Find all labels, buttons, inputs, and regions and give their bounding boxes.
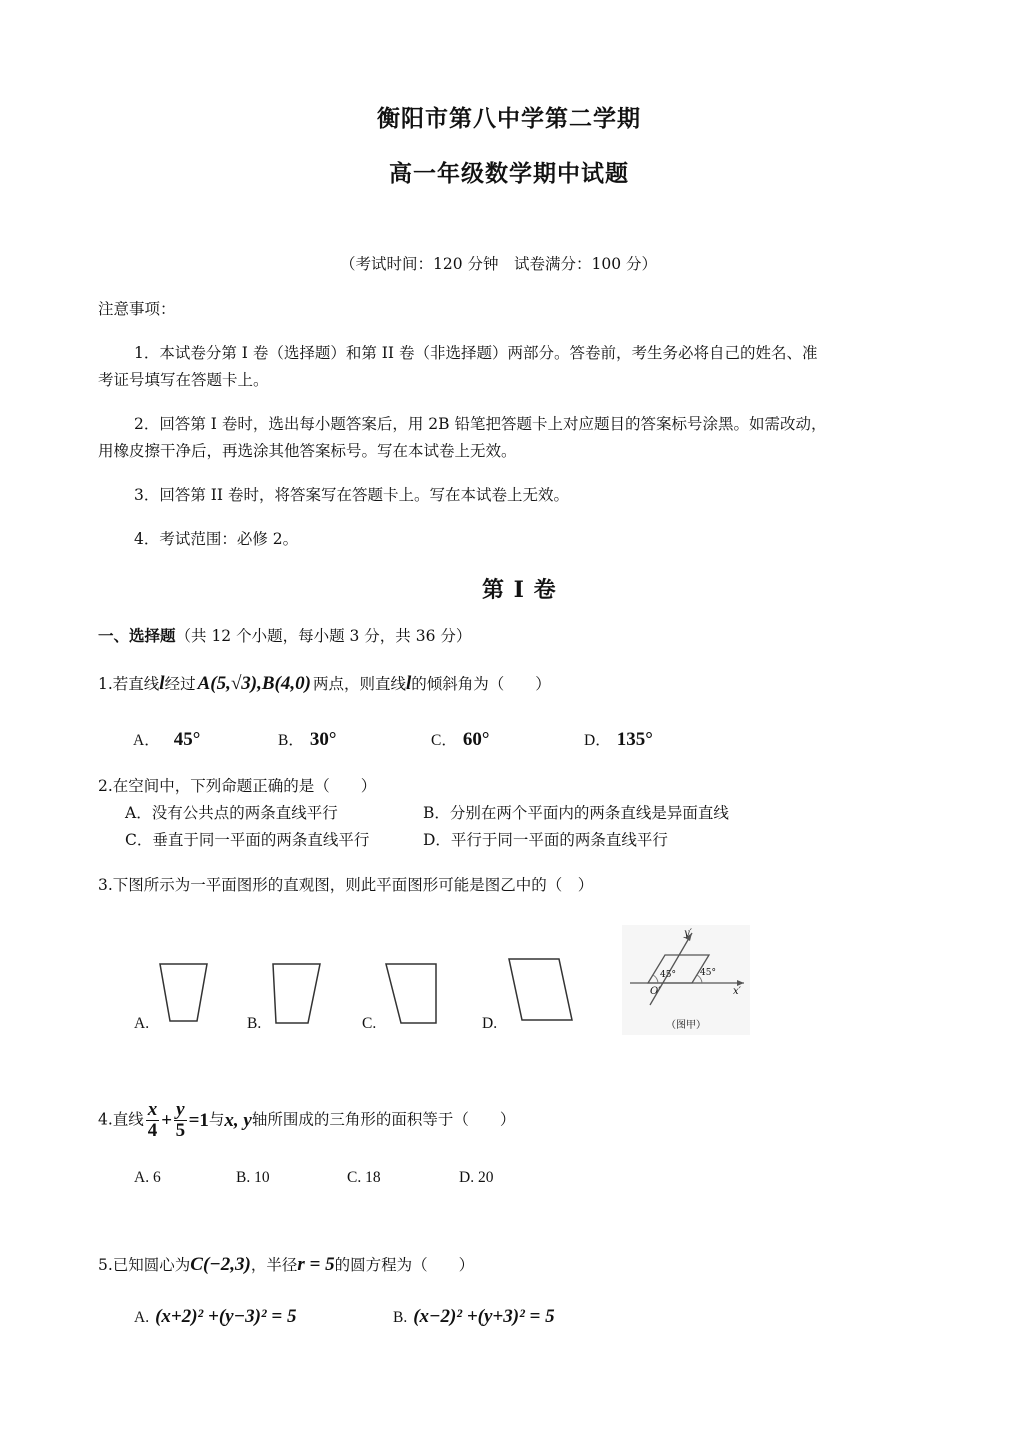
q5-prefix: 5.已知圆心为 <box>98 1256 191 1274</box>
q5-center: C(−2,3) <box>190 1254 251 1275</box>
q4-option-d: D. 20 <box>459 1169 494 1186</box>
q1-line-symbol-2: l <box>405 673 412 694</box>
q1-option-d <box>584 728 653 751</box>
question-2-stem: 2.在空间中，下列命题正确的是（ ） <box>98 777 377 795</box>
exam-title-line2: 高一年级数学期中试题 <box>389 160 629 187</box>
figure-angle-label-2: 45° <box>700 968 716 978</box>
q1-mid: 经过 <box>164 675 196 693</box>
q4-plus: + <box>161 1109 173 1131</box>
notes-heading: 注意事项： <box>98 300 176 318</box>
q1-option-c <box>431 728 489 751</box>
q1-suffix1: 两点，则直线 <box>312 675 406 693</box>
q4-frac2-den: 5 <box>175 1119 186 1141</box>
q3-option-d-label: D. <box>482 1015 498 1032</box>
question-3-stem: 3.下图所示为一平面图形的直观图，则此平面图形可能是图乙中的（ ） <box>98 876 594 894</box>
q4-frac1-den: 4 <box>147 1119 158 1141</box>
note-item-3: 3．回答第 II 卷时，将答案写在答题卡上。写在本试卷上无效。 <box>134 486 569 504</box>
exam-info: （考试时间：120 分钟 试卷满分：100 分） <box>340 255 658 273</box>
q3-shape-a <box>160 964 207 1021</box>
q1-option-b-label: B． <box>278 732 304 749</box>
q3-shape-c <box>386 964 436 1023</box>
figure-y-label: y′ <box>684 928 692 939</box>
q5-suffix: 的圆方程为（ ） <box>334 1256 475 1274</box>
q3-option-b-label: B. <box>247 1015 262 1032</box>
q1-line-symbol: l <box>159 673 165 694</box>
exam-title-line1: 衡阳市第八中学第二学期 <box>377 105 641 132</box>
note-item-2-line1: 2．回答第 I 卷时，选出每小题答案后，用 2B 铅笔把答题卡上对应题目的答案标号涂黑。如需改动， <box>134 415 827 433</box>
q3-option-a-label: A. <box>134 1015 150 1032</box>
q3-option-c-figure <box>383 960 443 1030</box>
q1-option-a-value: 45° <box>173 729 201 750</box>
q2-option-d: D．平行于同一平面的两条直线平行 <box>423 831 668 849</box>
q1-option-b-value: 30° <box>309 729 337 750</box>
q1-option-c-value: 60° <box>462 729 490 750</box>
q5-option-a-label: A. <box>134 1309 150 1326</box>
q1-option-d-label: D． <box>584 732 611 749</box>
q5-option-a <box>134 1306 296 1328</box>
q1-option-b <box>278 728 336 751</box>
q4-suffix: 轴所围成的三角形的面积等于（ ） <box>251 1110 516 1129</box>
q4-prefix: 4.直线 <box>98 1110 144 1129</box>
part-heading-note: （共 12 个小题，每小题 3 分，共 36 分） <box>175 627 472 645</box>
q3-shape-d <box>509 959 572 1020</box>
q1-suffix2: 的倾斜角为（ ） <box>411 675 551 693</box>
note-item-1-line2: 考证号填写在答题卡上。 <box>98 371 269 389</box>
q5-option-b <box>393 1306 555 1328</box>
q3-shape-b <box>273 964 320 1023</box>
q4-equals-one: =1 <box>188 1109 209 1131</box>
q3-option-a-figure <box>155 960 215 1030</box>
figure-x-label: x′ <box>733 986 741 997</box>
q5-option-b-equation: (x−2)² +(y+3)² = 5 <box>413 1306 555 1327</box>
q3-option-c-label: C. <box>362 1015 377 1032</box>
q3-option-d-figure <box>505 955 580 1030</box>
q1-points: A(5,√3),B(4,0) <box>197 673 311 694</box>
q1-option-a <box>133 728 200 751</box>
volume-title: 第 I 卷 <box>482 577 557 603</box>
q1-option-c-label: C． <box>431 732 457 749</box>
q4-fraction-x-over-4 <box>146 1100 160 1141</box>
question-4-stem <box>98 1100 515 1141</box>
q4-option-c: C. 18 <box>347 1169 381 1186</box>
q4-option-a: A. 6 <box>134 1169 161 1186</box>
angle-arc-1 <box>653 975 658 983</box>
question-5-stem <box>98 1253 474 1276</box>
figure-caption: （图甲） <box>666 1020 706 1031</box>
q4-frac1-num: x <box>147 1099 158 1120</box>
q4-axes: x, y <box>224 1109 252 1131</box>
q4-mid: 与 <box>208 1110 225 1129</box>
figure-angle-label-1: 45° <box>660 970 676 980</box>
q4-fraction-y-over-5 <box>174 1100 186 1141</box>
q5-mid: ，半径 <box>250 1256 298 1274</box>
q5-option-a-equation: (x+2)² +(y−3)² = 5 <box>155 1306 297 1327</box>
q4-option-b: B. 10 <box>236 1169 270 1186</box>
q5-option-b-label: B. <box>393 1309 408 1326</box>
note-item-1-line1: 1．本试卷分第 I 卷（选择题）和第 II 卷（非选择题）两部分。答卷前，考生务必将自己的姓名、准 <box>134 344 818 362</box>
q2-option-c: C．垂直于同一平面的两条直线平行 <box>125 831 370 849</box>
q1-option-a-label: A． <box>133 732 160 749</box>
q4-frac2-num: y <box>176 1099 185 1120</box>
q1-prefix: 1.若直线 <box>98 675 160 693</box>
q1-option-d-value: 135° <box>616 729 653 750</box>
figure-origin-label: O′ <box>650 986 661 997</box>
q3-option-b-figure <box>268 960 328 1030</box>
q2-option-a: A．没有公共点的两条直线平行 <box>125 804 338 822</box>
part-heading <box>98 624 471 646</box>
note-item-2-line2: 用橡皮擦干净后，再选涂其他答案标号。写在本试卷上无效。 <box>98 442 517 460</box>
part-heading-label: 一、选择题 <box>98 626 176 645</box>
q2-option-b: B．分别在两个平面内的两条直线是异面直线 <box>423 804 729 822</box>
note-item-4: 4．考试范围：必修 2。 <box>134 530 299 548</box>
question-1-stem <box>98 672 551 695</box>
q5-radius: r = 5 <box>297 1254 335 1275</box>
